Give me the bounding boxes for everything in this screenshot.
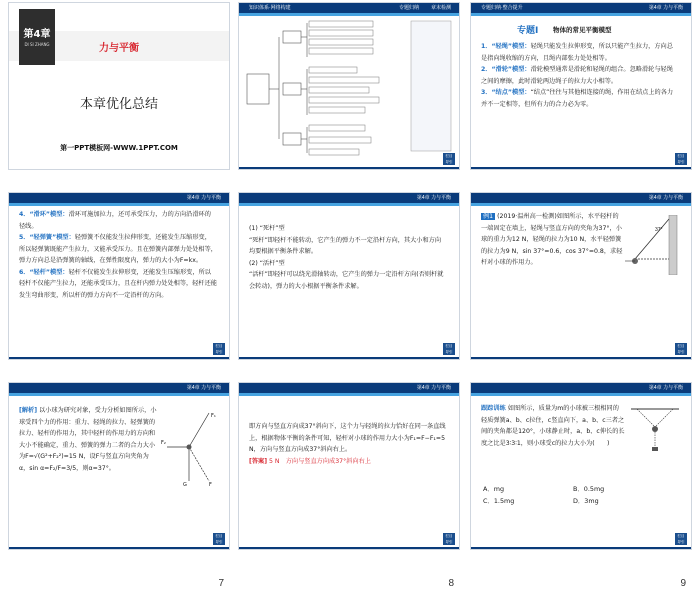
p5: 轻弹簧不仅能发生拉伸形变，还能发生压缩形变，所以轻弹簧既能产生拉力，又能承受压力。且在弹簧内部弹力处处相等，弹力方向总是沿弹簧的轴线，在弹性限度内，弹力的大小为F=kx。 bbox=[19, 234, 217, 264]
angle-label: 37° bbox=[655, 227, 663, 233]
slide-thumbnail-1[interactable] bbox=[8, 2, 230, 192]
chapter-label: 第4章 bbox=[23, 29, 51, 40]
nav-chip[interactable]: 栏目 导引 bbox=[443, 533, 455, 545]
para2: 滑轮模型通常是滑轮和轻绳的组合。忽略滑轮与轻绳之间的摩擦，此时滑轮两边绳子的拉力大小相等。 bbox=[481, 66, 673, 85]
example-body bbox=[481, 211, 623, 269]
slide-header-bar bbox=[471, 383, 691, 393]
para3: “结点”往往与其他相连接的绳，作用在结点上的各力并不一定相等，但所有力的合力必为零。 bbox=[481, 89, 674, 108]
slide-header-bar bbox=[239, 193, 459, 203]
header-accent-bar bbox=[471, 203, 691, 206]
answer-label: [答案] bbox=[249, 457, 268, 465]
example-figure bbox=[625, 215, 681, 275]
p4-label: 4．“滑环”模型： bbox=[19, 211, 69, 218]
slide-thumbnail-8[interactable] bbox=[238, 382, 460, 589]
slide-header-bar bbox=[9, 193, 229, 203]
slide-4-canvas bbox=[8, 192, 230, 360]
knowledge-map-diagram bbox=[245, 19, 455, 159]
option-b[interactable]: B．0.5mg bbox=[573, 485, 605, 493]
slide-header-bar bbox=[471, 3, 691, 13]
example-text: (2019·温州高一检测)如图所示，水平轻杆的一端固定在墙上，轻绳与竖直方向的夹角为37°，小球的重力为12 N，轻绳的拉力为10 N，水平轻弹簧的拉力为9 N，sin 37°=0.6，cos 37°=0.8，求轻杆对小球的作用力。 bbox=[481, 213, 623, 266]
header-accent-bar bbox=[239, 393, 459, 396]
header-right: 第4章 力与平衡 bbox=[416, 385, 451, 391]
nav-chip[interactable]: 栏目 导引 bbox=[675, 533, 687, 545]
nav-chip[interactable]: 栏目 导引 bbox=[675, 343, 687, 355]
slide-thumbnail-7[interactable] bbox=[8, 382, 230, 589]
para1-label: 1．“轻绳”模型： bbox=[481, 43, 531, 50]
slide-thumbnail-3[interactable] bbox=[470, 2, 692, 192]
slide-subtitle: 本章优化总结 bbox=[79, 97, 158, 112]
slide-6-canvas bbox=[470, 192, 692, 360]
answer-text: 5 N 方向与竖直方向成37°斜向右上 bbox=[269, 457, 371, 465]
slide-number: 7 bbox=[218, 578, 224, 589]
exercise-figure bbox=[629, 407, 681, 453]
header-accent-bar bbox=[471, 393, 691, 396]
para2-label: 2．“滑轮”模型： bbox=[481, 66, 531, 73]
solution-body bbox=[19, 405, 159, 474]
answer-key-panel bbox=[411, 21, 451, 151]
label-F2: F₂ bbox=[161, 440, 166, 446]
options-list bbox=[483, 483, 673, 507]
option-c[interactable]: C．1.5mg bbox=[483, 497, 515, 505]
solution-text: 以小球为研究对象，受力分析如图所示，小球受四个力的作用：重力、轻绳的拉力、轻弹簧的拉力、轻杆的作用力，其中轻杆的作用力的方向和大小不能确定，重力、弹簧的弹力二者的合力大小为F=√(G²+F₂²)=15 N，设F与竖直方向夹角为α，sin α=F₂/F=3/5，则α=37°。 bbox=[19, 407, 157, 472]
nav-chip[interactable]: 栏目 导引 bbox=[213, 343, 225, 355]
exercise-badge: 跟踪训练 bbox=[481, 405, 506, 412]
root-node bbox=[247, 74, 269, 104]
header-right: 第4章 力与平衡 bbox=[186, 385, 221, 391]
header-label: 专题归纳·整合提升 bbox=[481, 5, 523, 11]
label-F1: F₁ bbox=[211, 413, 216, 419]
slide-thumbnail-2[interactable] bbox=[238, 2, 460, 192]
exercise-text: 如图所示，质量为m的小球被三根相同的轻质弹簧a、b、c拉住，c竖直向下，a、b、c三者之间的夹角都是120°，小球静止时，a、b、c伸长的长度之比是3∶3∶1，则小球受c的拉力大小为( ) bbox=[481, 405, 625, 447]
slide-header-bar bbox=[471, 193, 691, 203]
slide-header-bar bbox=[239, 383, 459, 393]
line-4: “活杆”即轻杆可以绕光滑轴转动，它产生的弹力一定沿杆方向(否则杆就会转动)，弹力的大小根据平衡条件求解。 bbox=[249, 271, 444, 290]
slide-body bbox=[19, 209, 217, 301]
header-right-2: 章末检测 bbox=[430, 5, 451, 11]
slide-number: 8 bbox=[448, 578, 454, 589]
slide-thumbnail-5[interactable] bbox=[238, 192, 460, 382]
slide-thumbnail-9[interactable] bbox=[470, 382, 692, 589]
option-d[interactable]: D．3mg bbox=[573, 497, 599, 505]
slide-body bbox=[249, 421, 447, 467]
para3-label: 3．“结点”模型： bbox=[481, 89, 531, 96]
nav-chip[interactable]: 栏目 导引 bbox=[675, 153, 687, 165]
header-accent-bar bbox=[239, 203, 459, 206]
nav-chip[interactable]: 栏目 导引 bbox=[443, 153, 455, 165]
slide-1-canvas bbox=[8, 2, 230, 170]
nav-chip[interactable]: 栏目 导引 bbox=[443, 343, 455, 355]
line-1: (1) “死杆”型 bbox=[249, 225, 285, 232]
example-badge: 例1 bbox=[483, 213, 494, 220]
slide-number: 9 bbox=[680, 578, 686, 589]
slide-header-bar bbox=[9, 383, 229, 393]
header-accent-bar bbox=[239, 13, 459, 16]
nav-chip[interactable]: 栏目 导引 bbox=[213, 533, 225, 545]
header-right: 第4章 力与平衡 bbox=[648, 385, 683, 391]
footer-text: 第一PPT模板网-WWW.1PPT.COM bbox=[60, 144, 178, 152]
header-right: 第4章 力与平衡 bbox=[648, 195, 683, 201]
slide-thumbnail-4[interactable] bbox=[8, 192, 230, 382]
header-right: 第4章 力与平衡 bbox=[648, 5, 683, 11]
exercise-body bbox=[481, 403, 625, 449]
solution-label: [解析] bbox=[19, 407, 38, 414]
header-accent-bar bbox=[9, 393, 229, 396]
p6-label: 6．“轻杆”模型： bbox=[19, 268, 69, 276]
slide-5-canvas bbox=[238, 192, 460, 360]
force-diagram bbox=[161, 407, 217, 487]
header-accent-bar bbox=[471, 13, 691, 16]
label-G: G bbox=[183, 482, 187, 487]
slide-2-canvas bbox=[238, 2, 460, 170]
slide-7-canvas bbox=[8, 382, 230, 550]
header-accent-bar bbox=[9, 203, 229, 206]
header-label: 知识体系·网络构建 bbox=[249, 5, 291, 11]
p5-label: 5．“轻弹簧”模型： bbox=[19, 234, 75, 241]
header-right-1: 专题归纳 bbox=[398, 5, 419, 11]
line-3: (2) “活杆”型 bbox=[249, 259, 285, 267]
slide-9-canvas bbox=[470, 382, 692, 550]
topic-title: 物体的常见平衡模型 bbox=[553, 26, 612, 34]
slide-3-canvas bbox=[470, 2, 692, 170]
header-right: 第4章 力与平衡 bbox=[416, 195, 451, 201]
slide-8-canvas bbox=[238, 382, 460, 550]
slide-title: 力与平衡 bbox=[99, 43, 139, 54]
p6: 轻杆不仅能发生拉伸形变，还能发生压缩形变，所以轻杆不仅能产生拉力，还能承受压力，且在杆内弹力处处相等，轻杆还能发生弯曲形变，所以杆的弹力方向不一定沿杆的方向。 bbox=[19, 268, 217, 299]
topic-label: 专题Ⅰ bbox=[517, 26, 539, 36]
label-F: F bbox=[209, 482, 212, 487]
topic-body bbox=[481, 41, 679, 110]
header-right: 第4章 力与平衡 bbox=[186, 195, 221, 201]
slide-body bbox=[249, 223, 447, 292]
chapter-block bbox=[19, 9, 55, 65]
line-2: “死杆”即轻杆不能转动，它产生的弹力不一定沿杆方向，其大小和方向均要根据平衡条件求解。 bbox=[249, 236, 442, 255]
option-a[interactable]: A．mg bbox=[483, 485, 505, 493]
chapter-sub: DI SI ZHANG bbox=[24, 42, 50, 47]
body-text: 即方向与竖直方向成37°斜向下，这个力与轻绳的拉力恰好在同一条直线上，根据物体平衡的条件可知，轻杆对小球的作用力大小为F₁=F−F₁=5 N，方向与竖直方向成37°斜向右上。 bbox=[249, 423, 446, 453]
para1: 轻绳只能发生拉伸形变，所以只能产生拉力，方向总是指向绳收缩的方向，且绳内部张力处处相等。 bbox=[481, 43, 673, 62]
slide-thumbnail-6[interactable] bbox=[470, 192, 692, 382]
p4: 滑环可施加拉力，还可承受压力，力的方向沿滑环的径线。 bbox=[19, 211, 211, 230]
slide-header-bar bbox=[239, 3, 459, 13]
